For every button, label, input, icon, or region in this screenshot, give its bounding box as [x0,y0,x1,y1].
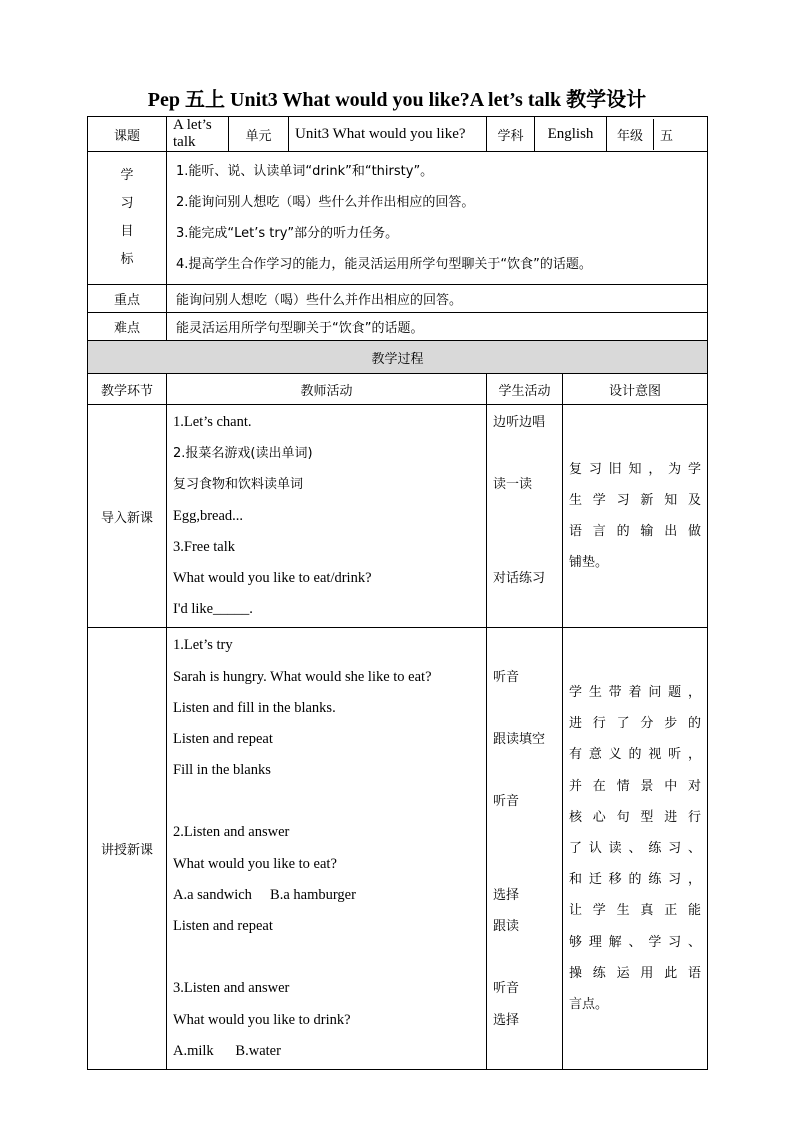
key-point-row [88,285,708,313]
teacher-line: Egg,bread... [173,507,244,524]
teacher-line: A.a sandwich B.a hamburger [173,886,356,903]
stage-row [88,405,708,628]
topic-label: 课题 [88,117,167,152]
objective-item: 2.能询问别人想吃（喝）些什么并作出相应的回答。 [176,195,475,210]
student-line [493,594,556,625]
teacher-line: I'd like_____. [173,601,253,618]
student-line: 选择 [493,887,520,903]
design-line: 铺垫。 [569,555,609,571]
key-point-label: 重点 [88,285,167,313]
design-line: 核心句型进行 [569,809,701,825]
difficulty-label: 难点 [88,313,167,341]
student-line [493,501,556,532]
design-line: 有意义的视听， [569,747,701,763]
student-line [493,438,556,469]
student-line: 边听边唱 [493,415,546,430]
design-line: 和迁移的练习， [569,872,701,888]
teacher-line: What would you like to eat? [173,855,337,872]
teacher-activities [167,405,487,628]
subject-label: 学科 [487,117,535,152]
objectives-row [88,152,708,285]
objective-item: 4.提高学生合作学习的能力，能灵活运用所学句型聊关于“饮食”的话题。 [176,257,592,272]
student-line [493,1036,556,1067]
student-line [493,532,556,563]
teacher-line [173,942,480,973]
teacher-line: 1.Let’s chant. [173,414,252,430]
topic-value: A let’s talk [167,117,229,152]
student-line: 选择 [493,1012,520,1028]
design-intent [563,628,708,1070]
student-line: 听音 [493,981,520,997]
student-line [493,849,556,880]
header-student: 学生活动 [487,374,563,405]
student-line [493,817,556,848]
process-banner-row [88,341,708,374]
key-point-value: 能询问别人想吃（喝）些什么并作出相应的回答。 [167,285,708,313]
objective-item: 3.能完成“Let’s try”部分的听力任务。 [176,226,399,241]
student-line [493,693,556,724]
objectives-list [167,152,708,285]
teacher-activities [167,628,487,1070]
grade-label: 年级 [607,119,654,150]
student-line: 听音 [493,669,520,685]
difficulty-value: 能灵活运用所学句型聊关于“饮食”的话题。 [167,313,708,341]
design-line: 学生带着问题， [569,685,701,701]
objectives-label: 学习 目标 [88,152,167,285]
lesson-plan-table [87,116,708,1070]
stage-name: 讲授新课 [88,628,167,1070]
student-line: 对话练习 [493,570,546,586]
teacher-line: What would you like to drink? [173,1011,351,1028]
header-design: 设计意图 [563,374,708,405]
process-header-row [88,374,708,405]
teacher-line: What would you like to eat/drink? [173,569,372,586]
teacher-line: Listen and fill in the blanks. [173,699,336,716]
student-line [493,942,556,973]
unit-value: Unit3 What would you like? [289,117,487,152]
design-line: 生学习新知及 [569,492,701,508]
student-line: 跟读填空 [493,731,546,747]
teacher-line: 2.Listen and answer [173,824,290,841]
unit-label: 单元 [229,117,289,152]
design-line: 让学生真正能 [569,903,701,919]
process-banner: 教学过程 [88,341,708,374]
teacher-line: 3.Free talk [173,538,236,555]
teacher-line: 3.Listen and answer [173,980,290,997]
teacher-line: 复习食物和饮料读单词 [173,477,304,493]
difficulty-row [88,313,708,341]
design-line: 操练运用此语 [569,965,701,981]
student-line: 听音 [493,794,520,810]
objective-item: 1.能听、说、认读单词“drink”和“thirsty”。 [176,164,434,179]
grade-value: 五 [660,128,674,144]
student-line [493,755,556,786]
header-stage: 教学环节 [88,374,167,405]
subject-value: English [535,117,607,152]
teacher-line: 1.Let’s try [173,637,233,654]
teacher-line: Listen and repeat [173,730,273,747]
design-line: 复习旧知，为学 [569,461,701,477]
design-line: 语言的输出做 [569,524,701,540]
teacher-line: Fill in the blanks [173,762,271,779]
design-line: 够理解、学习、 [569,934,701,950]
student-line: 跟读 [493,919,520,934]
teacher-line: 2.报菜名游戏(读出单词) [173,446,313,462]
teacher-line: Sarah is hungry. What would she like to eat? [173,668,432,685]
student-line: 读一读 [493,477,533,493]
teacher-line: A.milk B.water [173,1042,281,1059]
student-line [493,630,556,661]
teacher-line: Listen and repeat [173,918,273,934]
design-line: 并在情景中对 [569,778,701,794]
teacher-line [173,786,480,817]
info-row [88,117,708,152]
header-teacher: 教师活动 [167,374,487,405]
design-intent [563,405,708,628]
document-title: Pep 五上 Unit3 What would you like?A let’s talk 教学设计 [147,89,647,111]
stage-name: 导入新课 [88,405,167,628]
student-activities [487,628,563,1070]
design-line: 了认读、练习、 [569,841,701,857]
design-line: 言点。 [569,996,609,1012]
design-line: 进行了分步的 [569,716,701,732]
student-activities [487,405,563,628]
stage-row [88,628,708,1070]
